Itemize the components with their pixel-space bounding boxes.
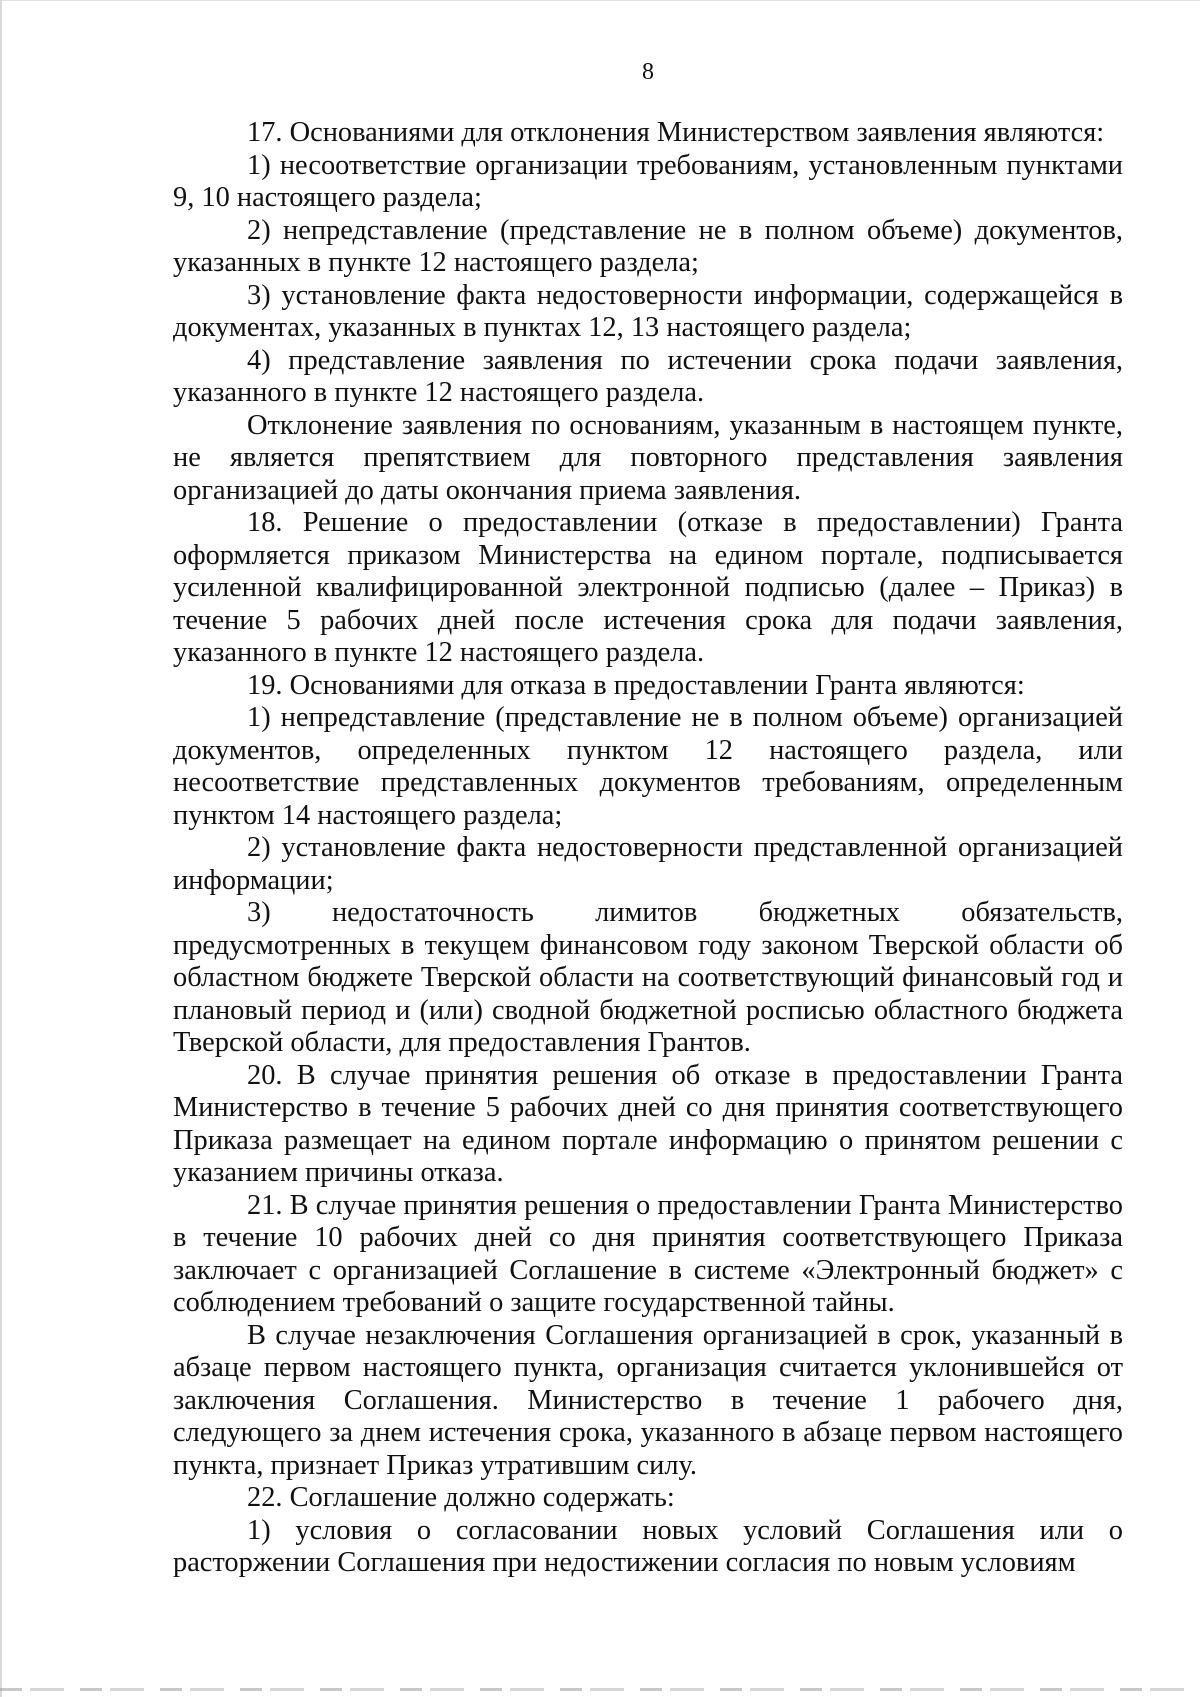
scan-edge-top xyxy=(0,0,1200,1)
paragraph-17-item-2: 2) непредставление (представление не в полном объеме) документов, указанных в пункте 12 настоящего раздела; xyxy=(173,214,1123,278)
paragraph-17-item-3: 3) установление факта недостоверности информации, содержащейся в документах, указанных в пунктах 12, 13 настоящего раздела; xyxy=(173,279,1123,343)
paragraph-19-heading: 19. Основаниями для отказа в предоставлении Гранта являются: xyxy=(247,669,1025,701)
paragraph-21-note: В случае незаключения Соглашения организацией в срок, указанный в абзаце первом настоящего пункта, организация считается уклонившейся от заключения Соглашения. Министерство в течение 1 рабочего дня, следующего за днем истечения срока, указанного в абзаце первом настоящего пункта, признает Приказ утратившим силу. xyxy=(173,1319,1123,1481)
document-body xyxy=(173,117,1123,1580)
paragraph-20: 20. В случае принятия решения об отказе в предоставлении Гранта Министерство в течение 5 рабочих дней со дня принятия соответствующего Приказа размещает на едином портале информацию о принятом решении с указанием причины отказа. xyxy=(173,1059,1123,1188)
paragraph-19-item-1: 1) непредставление (представление не в полном объеме) организацией документов, определенных пунктом 12 настоящего раздела, или несоответствие представленных документов требованиям, определенным пунктом 14 настоящего раздела; xyxy=(173,702,1123,831)
paragraph-19-item-3: 3) недостаточность лимитов бюджетных обязательств, предусмотренных в текущем финансовом году законом Тверской области об областном бюджете Тверской области на соответствующий финансовый год и плановый период и (или) сводной бюджетной росписью областного бюджета Тверской области, для предоставления Грантов. xyxy=(173,897,1123,1058)
scan-edge-bottom xyxy=(0,1688,1200,1691)
page-number: 8 xyxy=(642,59,654,85)
paragraph-18: 18. Решение о предоставлении (отказе в предоставлении) Гранта оформляется приказом Министерства на едином портале, подписывается усиленной квалифицированной электронной подписью (далее – Приказ) в течение 5 рабочих дней после истечения срока для подачи заявления, указанного в пункте 12 настоящего раздела. xyxy=(173,507,1123,668)
paragraph-22-item-1: 1) условия о согласовании новых условий Соглашения или о расторжении Соглашения при недостижении согласия по новым условиям xyxy=(173,1514,1123,1578)
paragraph-22-heading: 22. Соглашение должно содержать: xyxy=(247,1482,675,1513)
paragraph-21: 21. В случае принятия решения о предоставлении Гранта Министерство в течение 10 рабочих дней со дня принятия соответствующего Приказа заключает с организацией Соглашение в системе «Электронный бюджет» с соблюдением требований о защите государственной тайны. xyxy=(173,1189,1123,1318)
paragraph-17-note: Отклонение заявления по основаниям, указанным в настоящем пункте, не является препятствием для повторного представления заявления организацией до даты окончания приема заявления. xyxy=(173,409,1123,506)
scan-edge-left xyxy=(0,0,2,1697)
paragraph-19-item-2: 2) установление факта недостоверности представленной организацией информации; xyxy=(173,832,1123,896)
paragraph-17-heading: 17. Основаниями для отклонения Министерством заявления являются: xyxy=(247,117,1105,148)
paragraph-17-item-1: 1) несоответствие организации требованиям, установленным пунктами 9, 10 настоящего раздела; xyxy=(173,149,1123,213)
paragraph-17-item-4: 4) представление заявления по истечении срока подачи заявления, указанного в пункте 12 настоящего раздела. xyxy=(173,344,1123,408)
